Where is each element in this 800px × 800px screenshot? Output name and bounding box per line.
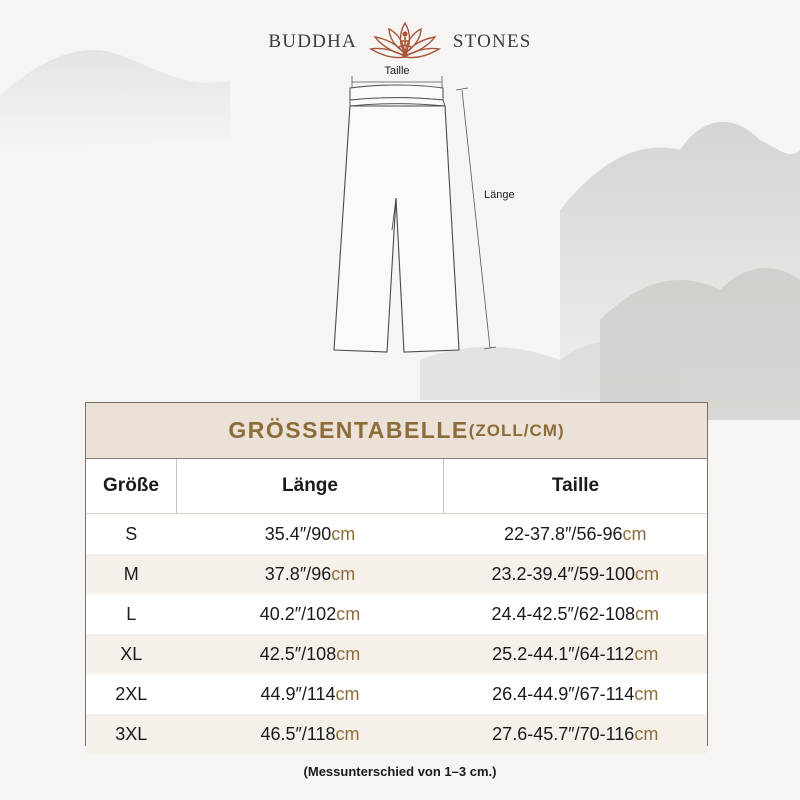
length-cell: 44.9″/114cm (260, 683, 360, 704)
waist-cell: 22-37.8″/56-96cm (504, 523, 647, 544)
brand-name-right: STONES (452, 31, 532, 52)
header-waist: Taille (444, 459, 708, 514)
table-row (86, 594, 707, 634)
header-size: Größe (86, 459, 177, 514)
waist-cell: 26.4-44.9″/67-114cm (492, 683, 659, 704)
waist-cell: 24.4-42.5″/62-108cm (491, 603, 659, 624)
pants-diagram (300, 60, 540, 370)
length-cell: 35.4″/90cm (264, 523, 356, 544)
length-cell: 37.8″/96cm (177, 554, 444, 594)
length-cell: 42.5″/108cm (177, 634, 444, 674)
size-cell: 2XL (115, 683, 148, 704)
size-cell: M (86, 554, 177, 594)
length-cell: 46.5″/118cm (177, 714, 444, 754)
table-row (86, 514, 707, 555)
brand-logo[interactable] (0, 22, 800, 62)
table-row (86, 674, 707, 714)
table-row (86, 634, 707, 674)
waist-label: Taille (384, 65, 410, 77)
size-table (86, 459, 707, 754)
size-chart (85, 402, 708, 746)
measurement-footnote: (Messunterschied von 1–3 cm.) (303, 764, 497, 779)
table-row (86, 554, 707, 594)
size-chart-title (86, 403, 707, 459)
length-label: Länge (484, 189, 515, 201)
size-cell: L (126, 603, 137, 624)
lotus-meditation-icon (365, 19, 445, 65)
table-row (86, 714, 707, 754)
waist-cell: 23.2-39.4″/59-100cm (444, 554, 708, 594)
waist-cell: 25.2-44.1″/64-112cm (444, 634, 708, 674)
size-cell: XL (86, 634, 177, 674)
size-cell: S (125, 523, 138, 544)
size-cell: 3XL (86, 714, 177, 754)
size-chart-unit: (ZOLL/CM) (468, 420, 565, 440)
table-header-row (86, 459, 707, 514)
length-cell: 40.2″/102cm (259, 603, 361, 624)
header-length: Länge (177, 459, 444, 514)
size-chart-heading: GRÖSSENTABELLE (228, 417, 469, 443)
waist-cell: 27.6-45.7″/70-116cm (444, 714, 708, 754)
brand-name-left: BUDDHA (268, 31, 357, 52)
